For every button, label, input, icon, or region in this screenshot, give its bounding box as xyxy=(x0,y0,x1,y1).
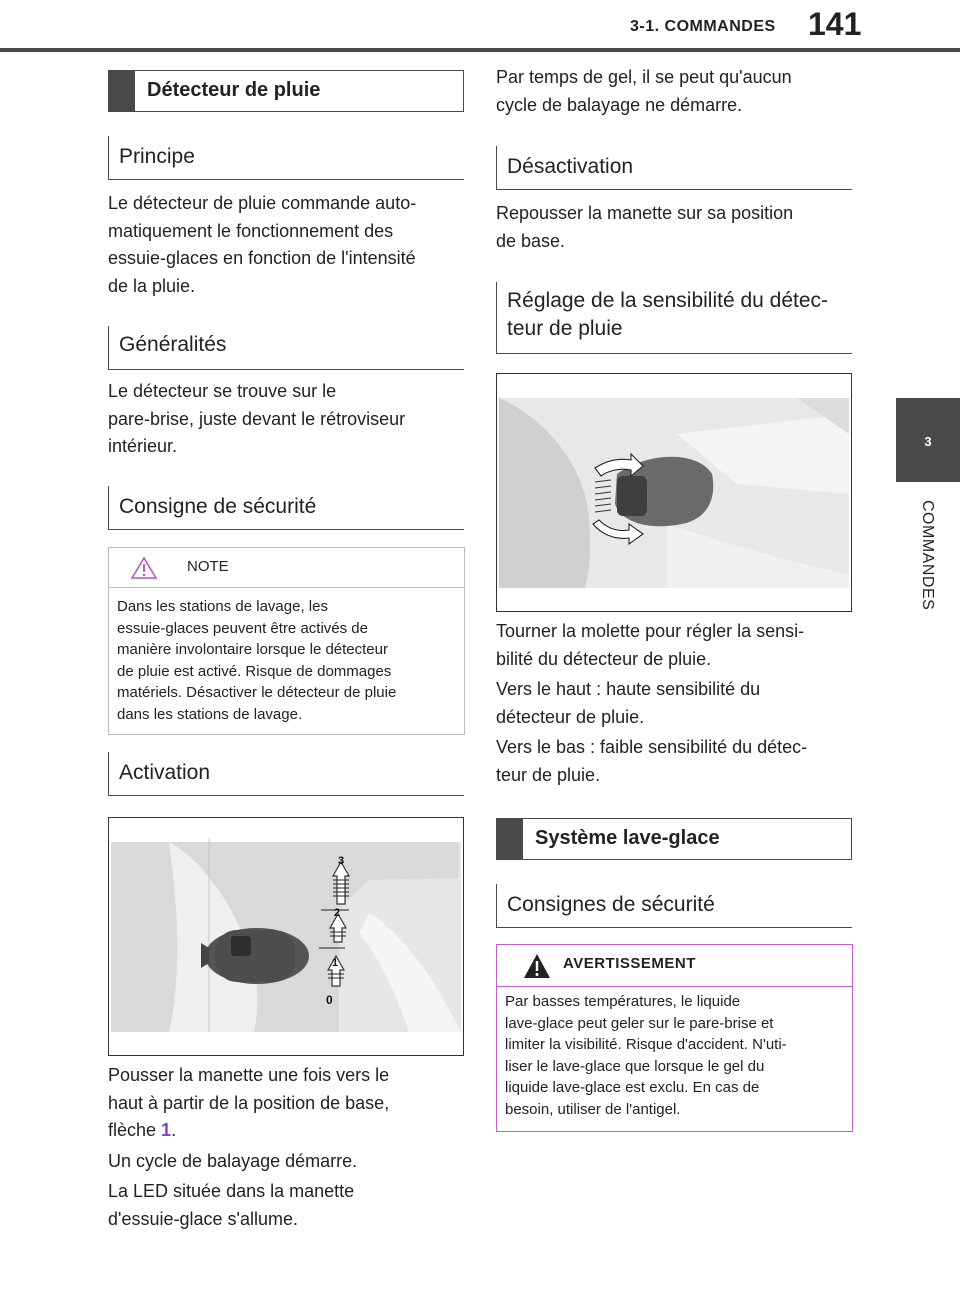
principe-text: Le détecteur de pluie commande auto- matiquement le fonctionnement des essuie-glaces en fonction de l'intensité de la pluie. xyxy=(108,193,417,296)
generalites-text: Le détecteur se trouve sur le pare-brise, juste devant le rétroviseur intérieur. xyxy=(108,381,406,456)
page-number: 141 xyxy=(808,6,862,42)
warning-box xyxy=(496,944,853,1132)
gel-text: Par temps de gel, il se peut qu'aucun cycle de balayage ne démarre. xyxy=(496,67,792,115)
figure-label-1: 1 xyxy=(332,957,339,969)
figure-label-0: 0 xyxy=(326,993,333,1007)
arrow-reference: 1 xyxy=(161,1120,172,1140)
header-rule xyxy=(0,48,960,52)
caution-triangle-icon xyxy=(131,556,157,580)
led-text: La LED située dans la manette d'essuie-glace s'allume. xyxy=(108,1181,355,1229)
note-label: NOTE xyxy=(187,558,229,575)
heading-activation: Activation xyxy=(108,752,464,796)
haut-text: Vers le haut : haute sensibilité du détecteur de pluie. xyxy=(496,679,761,727)
heading-desactivation: Désactivation xyxy=(496,146,852,190)
activation-illustration xyxy=(108,817,464,1056)
heading-reglage: Réglage de la sensibilité du détec- teur de pluie xyxy=(496,282,852,354)
activation-text: Pousser la manette une fois vers le haut à partir de la position de base, flèche 1. xyxy=(108,1065,390,1140)
note-box xyxy=(108,547,465,735)
section-rain-sensor: Détecteur de pluie xyxy=(108,70,464,112)
bas-text: Vers le bas : faible sensibilité du détec- teur de pluie. xyxy=(496,737,808,785)
warning-triangle-icon xyxy=(523,953,551,979)
section-washer-system: Système lave-glace xyxy=(496,818,852,860)
desactivation-text: Repousser la manette sur sa position de base. xyxy=(496,203,794,251)
heading-consignes: Consignes de sécurité xyxy=(496,884,852,928)
cycle-text: Un cycle de balayage démarre. xyxy=(108,1151,358,1171)
note-text: Dans les stations de lavage, les essuie-glaces peuvent être activés de manière involontaire lorsque le détecteur de pluie est activé. Risque de dommages matériels. Désactiver le détecteur de pluie dans les stations de lavage. xyxy=(117,598,397,723)
sensitivity-illustration xyxy=(496,373,852,612)
tourner-text: Tourner la molette pour régler la sensi- bilité du détecteur de pluie. xyxy=(496,621,805,669)
heading-generalites: Généralités xyxy=(108,326,464,370)
warning-text: Par basses températures, le liquide lave-glace peut geler sur le pare-brise et limiter la visibilité. Risque d'accident. N'uti- liser le lave-glace que lorsque le gel du liquide lave-glace est exclu. En cas de besoin, utiliser de l'antigel. xyxy=(505,993,787,1118)
warning-label: AVERTISSEMENT xyxy=(563,955,696,972)
chapter-tab: 3 xyxy=(896,398,960,482)
heading-principe: Principe xyxy=(108,136,464,180)
chapter-title: 3-1. COMMANDES xyxy=(630,18,776,35)
figure-label-3: 3 xyxy=(338,855,345,867)
heading-consigne: Consigne de sécurité xyxy=(108,486,464,530)
chapter-side-label: COMMANDES xyxy=(919,500,936,611)
figure-label-2: 2 xyxy=(334,907,341,919)
